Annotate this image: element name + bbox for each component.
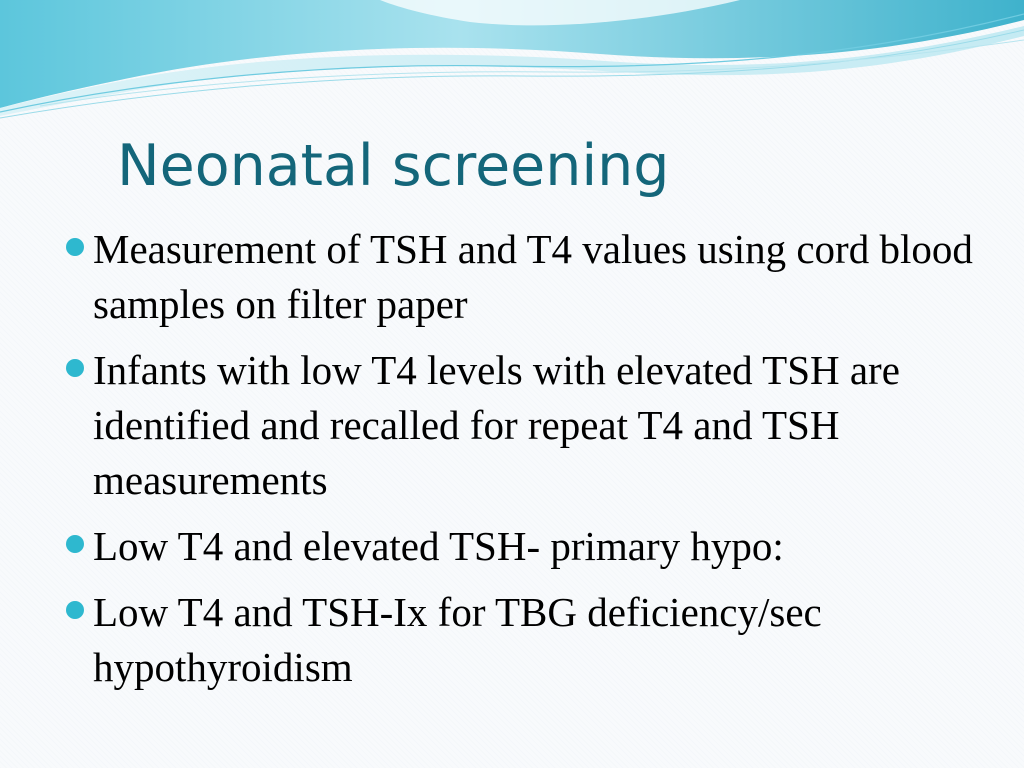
bullet-dot-icon bbox=[66, 535, 84, 553]
bullet-text: Low T4 and TSH-Ix for TBG deficiency/sec hypothyroidism bbox=[93, 589, 822, 690]
bullet-item bbox=[64, 343, 984, 508]
bullet-item bbox=[64, 519, 984, 574]
bullet-item bbox=[64, 585, 984, 695]
bullet-item bbox=[64, 222, 984, 332]
bullet-list bbox=[64, 222, 984, 706]
header-wave-decoration bbox=[0, 0, 1024, 130]
bullet-text: Low T4 and elevated TSH- primary hypo: bbox=[93, 523, 784, 569]
slide-title: Neonatal screening bbox=[117, 133, 670, 199]
bullet-text: Infants with low T4 levels with elevated TSH are identified and recalled for repeat T4 and TSH measurements bbox=[93, 347, 900, 503]
bullet-dot-icon bbox=[66, 601, 84, 619]
bullet-dot-icon bbox=[66, 359, 84, 377]
bullet-text: Measurement of TSH and T4 values using cord blood samples on filter paper bbox=[93, 226, 973, 327]
bullet-dot-icon bbox=[66, 238, 84, 256]
